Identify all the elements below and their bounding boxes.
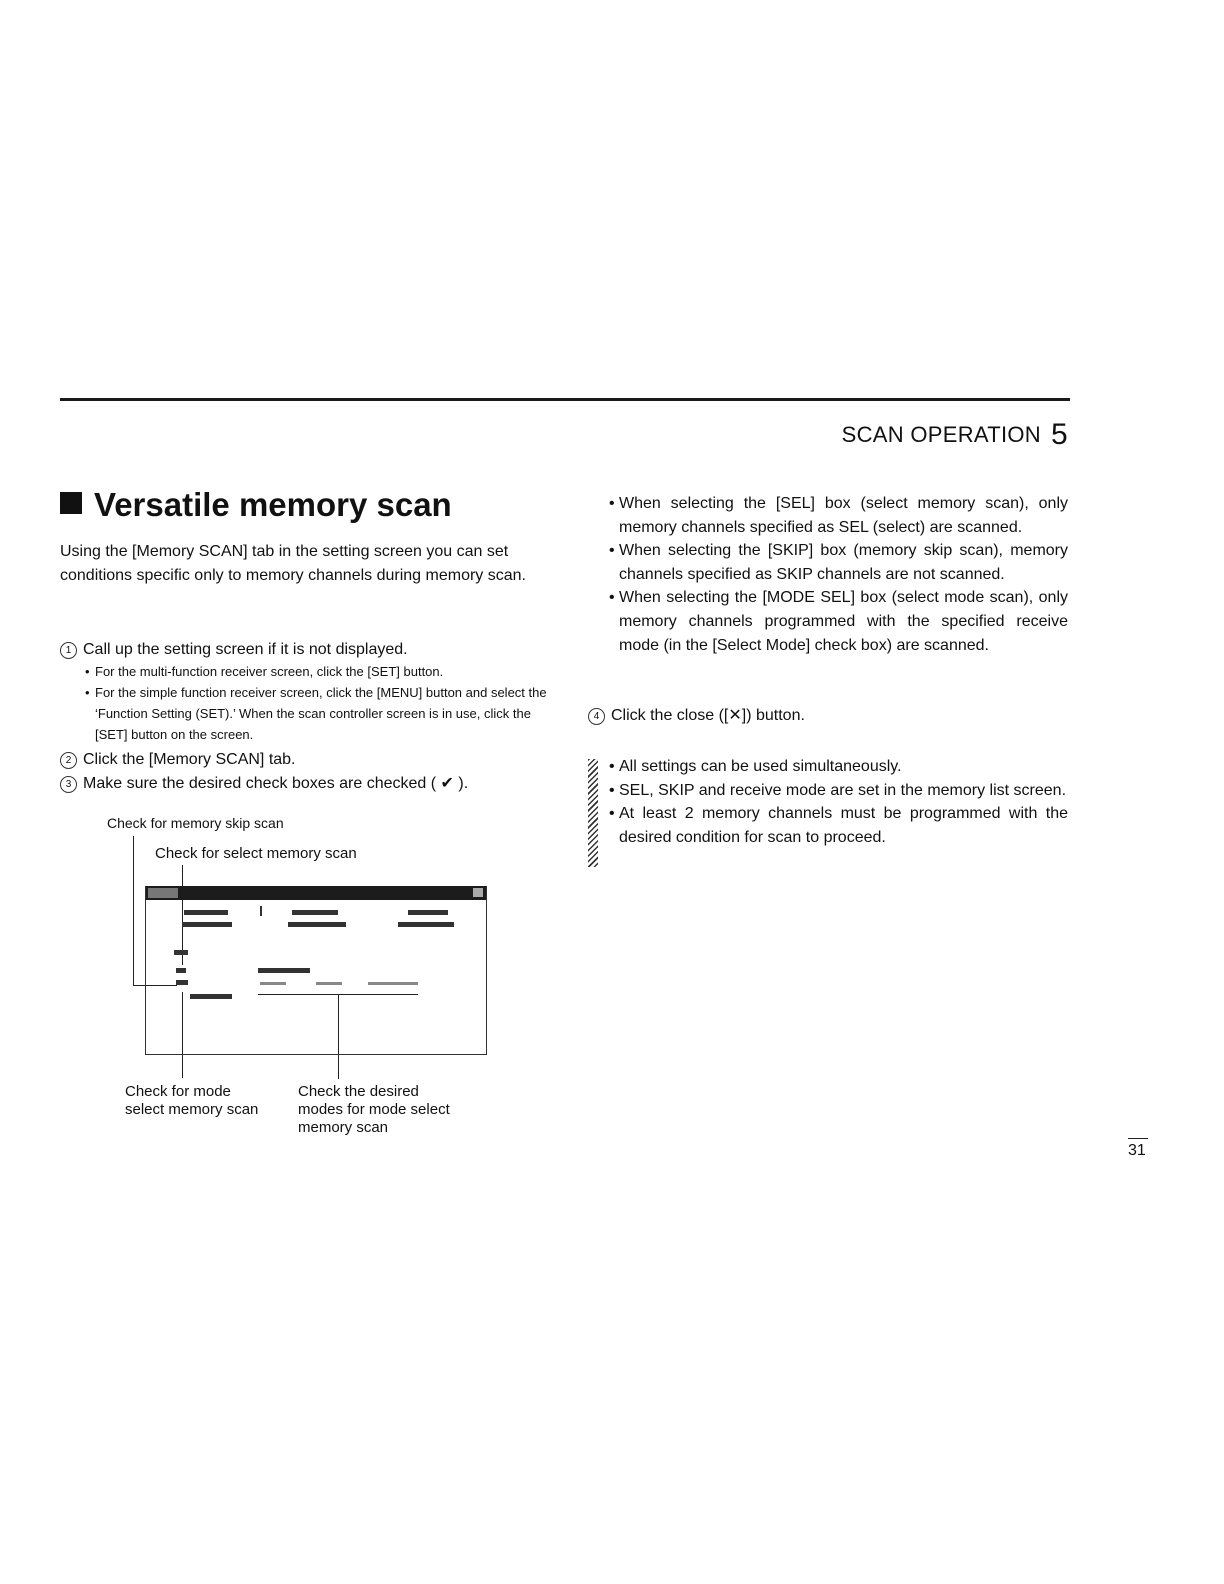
tab-label	[408, 910, 448, 915]
note-hatch-icon	[588, 759, 598, 867]
tab-label	[292, 910, 338, 915]
step-2	[60, 748, 296, 772]
mode-checkbox	[316, 982, 342, 985]
section-header	[842, 416, 1068, 450]
window-titlebar	[146, 886, 486, 900]
tab-label	[398, 922, 454, 927]
note-2: • SEL, SKIP and receive mode are set in the memory list screen.	[604, 779, 1068, 803]
checkbox-sel	[176, 968, 186, 973]
bullet-mode-sel: • When selecting the [MODE SEL] box (select mode scan), only memory channels programmed with the specified receive mode (in the [Select Mode] check box) are scanned.	[604, 586, 1068, 657]
step-1	[60, 638, 408, 662]
section-title: SCAN OPERATION	[841, 422, 1041, 447]
intro-paragraph: Using the [Memory SCAN] tab in the setting screen you can set conditions specific only to memory channels during memory scan.	[60, 543, 526, 584]
note-1: • All settings can be used simultaneously.	[604, 755, 1068, 779]
tab-label	[182, 922, 232, 927]
mode-checkbox	[260, 982, 286, 985]
bullet-skip: • When selecting the [SKIP] box (memory skip scan), memory channels specified as SKIP channels are not scanned.	[604, 539, 1068, 586]
step-3	[60, 772, 468, 796]
window-title-tab	[148, 888, 178, 898]
page-number-text: 31	[1128, 1142, 1146, 1159]
step-4-text: Click the close ([✕]) button.	[611, 707, 805, 724]
window-close-icon	[473, 888, 483, 897]
page-number-rule	[1128, 1138, 1148, 1139]
callout-desired-line-3: memory scan	[298, 1119, 389, 1136]
callout-desired-line-1: Check the desired	[298, 1083, 419, 1100]
step-3-text: Make sure the desired check boxes are checked ( ✔ ).	[83, 775, 469, 792]
page-title	[60, 486, 452, 524]
note-3: • At least 2 memory channels must be programmed with the desired condition for scan to proceed.	[604, 802, 1068, 849]
step-4	[588, 704, 805, 728]
step-1-number: 1	[60, 642, 77, 659]
callout-mode-select	[125, 1083, 258, 1119]
step-1-text: Call up the setting screen if it is not displayed.	[83, 641, 408, 658]
note-box	[588, 755, 1068, 849]
step-2-text: Click the [Memory SCAN] tab.	[83, 751, 296, 768]
tab-divider	[260, 906, 262, 916]
callout-select-scan: Check for select memory scan	[155, 845, 357, 862]
substep-1: • For the multi-function receiver screen, click the [SET] button.	[80, 661, 550, 682]
group-label-select-mode	[258, 968, 310, 973]
mode-checkbox	[368, 982, 418, 985]
callout-skip-scan: Check for memory skip scan	[107, 815, 284, 831]
checkbox-mode-sel	[190, 994, 232, 999]
tab-label	[288, 922, 346, 927]
group-label	[174, 950, 188, 955]
callout-mode-line-2: select memory scan	[125, 1101, 259, 1118]
substep-2: • For the simple function receiver screen, click the [MENU] button and select the ‘Function Setting (SET).’ When the scan controller screen is in use, click the [SET] button on the screen.	[80, 682, 550, 745]
step-3-number: 3	[60, 776, 77, 793]
step-2-number: 2	[60, 752, 77, 769]
setting-screen-image	[145, 886, 487, 1055]
header-rule	[60, 398, 1070, 401]
callout-desired-modes	[298, 1083, 450, 1137]
substep-list	[80, 661, 550, 745]
page-number	[1128, 1142, 1146, 1160]
scan-option-list	[604, 492, 1068, 657]
bullet-sel: • When selecting the [SEL] box (select memory scan), only memory channels specified as SEL (select) are scanned.	[604, 492, 1068, 539]
callout-mode-line-1: Check for mode	[125, 1083, 231, 1100]
callout-desired-line-2: modes for mode select	[298, 1101, 450, 1118]
checkbox-skip	[176, 980, 188, 985]
leader-line-skip	[133, 836, 134, 986]
page-title-text: Versatile memory scan	[94, 486, 452, 523]
tab-label	[184, 910, 228, 915]
step-4-number: 4	[588, 708, 605, 725]
square-bullet-icon	[60, 492, 82, 514]
chapter-number: 5	[1051, 418, 1068, 451]
